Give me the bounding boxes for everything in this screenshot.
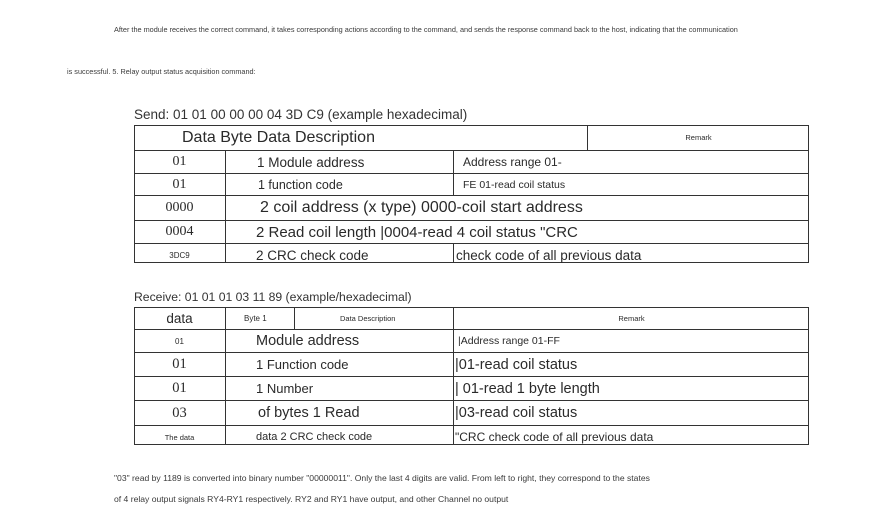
receive-header-row	[134, 307, 809, 329]
receive-header-remark: Remark	[618, 313, 645, 323]
send-header-remark: Remark	[685, 133, 712, 142]
table-row	[134, 173, 809, 195]
table-row	[134, 243, 809, 266]
send-cell-data: 0004	[165, 224, 194, 239]
send-cell-remark: FE 01-read coil status	[463, 178, 566, 191]
footer-line-2: of 4 relay output signals RY4-RY1 respectively. RY2 and RY1 have output, and other Channel no output	[114, 494, 509, 504]
receive-cell-desc: data 2 CRC check code	[256, 431, 373, 443]
receive-cell-desc: 1 Number	[256, 381, 314, 396]
send-table	[134, 125, 809, 263]
receive-cell-remark: "CRC check code of all previous data	[455, 430, 654, 444]
send-header-row	[134, 125, 809, 150]
receive-cell-data: 01	[175, 336, 184, 346]
send-cell-desc: 1 function code	[258, 177, 343, 192]
send-cell-desc: 2 CRC check code	[256, 247, 369, 263]
send-cell-data: 01	[172, 176, 187, 192]
receive-cell-data: 03	[172, 404, 187, 421]
receive-header-data: data	[166, 310, 193, 326]
receive-cell-data: The data	[164, 432, 195, 442]
receive-table	[134, 307, 809, 445]
table-row	[134, 195, 809, 220]
receive-header-desc: Data Description	[340, 313, 396, 323]
send-cell-data: 01	[172, 154, 187, 169]
receive-cell-remark: | 01-read 1 byte length	[455, 380, 600, 397]
receive-cell-remark: |03-read coil status	[455, 405, 578, 421]
send-cell-desc: 1 Module address	[257, 154, 365, 170]
send-header-main: Data Byte Data Description	[182, 128, 375, 146]
receive-cell-data: 01	[172, 356, 187, 372]
footer-line-1: "03" read by 1189 is converted into binary number "00000011". Only the last 4 digits are valid. From left to right, they correspond to the states	[114, 473, 650, 483]
table-row	[134, 425, 809, 448]
table-row	[134, 220, 809, 243]
table-row	[134, 150, 809, 173]
send-cell-data: 0000	[165, 200, 194, 215]
send-cell-remark: check code of all previous data	[456, 247, 642, 263]
send-cell-desc-wide: 2 coil address (x type) 0000-coil start address	[260, 196, 780, 220]
table-row	[134, 400, 809, 425]
receive-cell-data: 01	[172, 380, 187, 396]
table-row	[134, 329, 809, 352]
receive-cell-desc: of bytes 1 Read	[258, 405, 360, 421]
send-cell-data: 3DC9	[169, 250, 190, 260]
receive-cell-remark: |Address range 01-FF	[458, 335, 560, 347]
receive-cell-desc: 1 Function code	[256, 357, 349, 372]
intro-line-1: After the module receives the correct command, it takes corresponding actions according to the command, and sends the response command back to the host, indicating that the communication	[114, 25, 738, 34]
table-row	[134, 352, 809, 376]
receive-caption: Receive: 01 01 01 03 11 89 (example/hexadecimal)	[134, 290, 412, 304]
send-caption: Send: 01 01 00 00 00 04 3D C9 (example hexadecimal)	[134, 107, 468, 122]
receive-header-byte: Byte 1	[244, 313, 267, 323]
receive-cell-desc: Module address	[256, 333, 360, 349]
receive-cell-remark: |01-read coil status	[455, 356, 578, 373]
send-cell-desc-wide: 2 Read coil length |0004-read 4 coil status "CRC	[256, 221, 776, 243]
send-cell-remark: Address range 01-	[463, 155, 562, 169]
intro-line-2: is successful. 5. Relay output status acquisition command:	[67, 67, 256, 76]
table-row	[134, 376, 809, 400]
